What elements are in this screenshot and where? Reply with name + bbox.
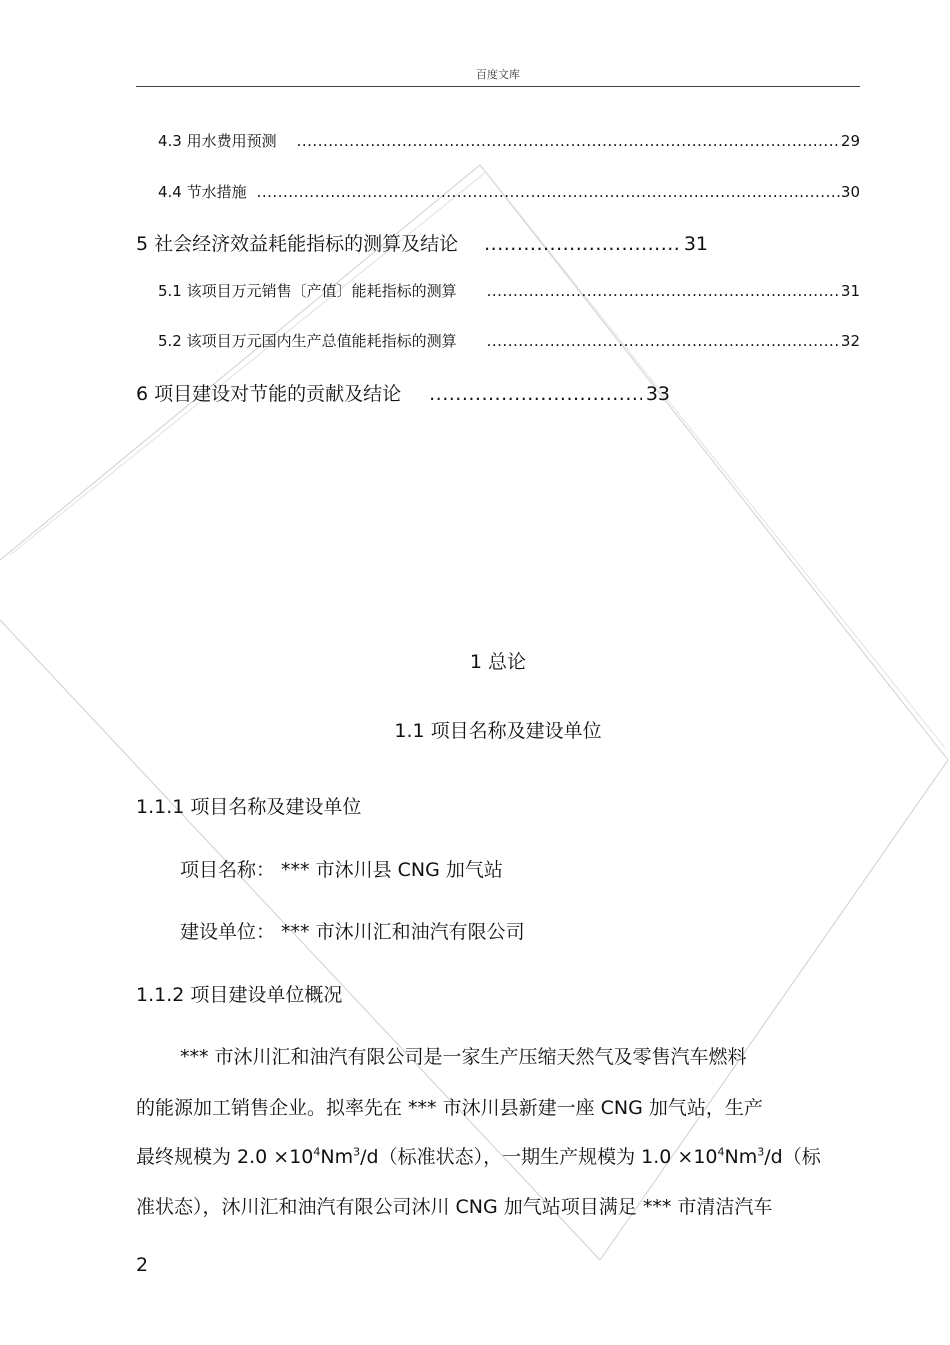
toc-page-number: 31 xyxy=(840,282,860,300)
toc-entry-5[interactable] xyxy=(136,229,708,256)
scale-text-a: 最终规模为 2.0 ×10 xyxy=(136,1146,314,1168)
unit-nm: Nm xyxy=(724,1146,758,1168)
toc-leader xyxy=(297,132,841,150)
toc-entry-5-2[interactable] xyxy=(158,330,860,351)
toc-page-number: 32 xyxy=(840,332,860,350)
page-number: 2 xyxy=(136,1254,149,1276)
paragraph-line-3 xyxy=(136,1142,860,1169)
page-header: 百度文库 xyxy=(476,68,520,81)
builder-line: 建设单位： *** 市沐川汇和油汽有限公司 xyxy=(180,921,525,943)
exponent-3: 3 xyxy=(353,1145,361,1159)
toc-entry-label: 4.3 用水费用预测 xyxy=(158,132,277,150)
scale-text-c: /d（标准状态），一期生产规模为 1.0 ×10 xyxy=(360,1146,718,1168)
toc-page-number: 33 xyxy=(645,383,670,405)
toc-page-number: 29 xyxy=(840,132,860,150)
toc-entry-4-3[interactable] xyxy=(158,130,860,151)
paragraph-line-1: *** 市沐川汇和油汽有限公司是一家生产压缩天然气及零售汽车燃料 xyxy=(180,1046,747,1068)
toc-entry-label: 5.1 该项目万元销售〔产值〕能耗指标的测算 xyxy=(158,282,457,300)
toc-leader xyxy=(487,282,841,300)
paragraph-line-4: 准状态），沐川汇和油汽有限公司沐川 CNG 加气站项目满足 *** 市清洁汽车 xyxy=(136,1196,773,1218)
toc-leader xyxy=(487,332,841,350)
chapter-title: 1 总论 xyxy=(469,651,527,673)
paragraph-line-2: 的能源加工销售企业。拟率先在 *** 市沐川县新建一座 CNG 加气站，生产 xyxy=(136,1097,763,1119)
section-1-1-1-title: 1.1.1 项目名称及建设单位 xyxy=(136,796,362,818)
toc-entry-label: 4.4 节水措施 xyxy=(158,183,247,201)
subsection-title: 1.1 项目名称及建设单位 xyxy=(394,720,602,742)
unit-nm: Nm xyxy=(320,1146,354,1168)
toc-page-number: 30 xyxy=(840,183,860,201)
toc-entry-label: 5.2 该项目万元国内生产总值能耗指标的测算 xyxy=(158,332,457,350)
header-rule xyxy=(136,86,860,87)
toc-entry-6[interactable] xyxy=(136,379,670,406)
toc-page-number: 31 xyxy=(683,233,708,255)
toc-entry-label: 5 社会经济效益耗能指标的测算及结论 xyxy=(136,233,459,255)
toc-leader xyxy=(484,233,680,255)
scale-text-e: /d（标 xyxy=(764,1146,821,1168)
toc-entry-label: 6 项目建设对节能的贡献及结论 xyxy=(136,383,402,405)
exponent-3: 3 xyxy=(757,1145,765,1159)
project-name-line: 项目名称： *** 市沐川县 CNG 加气站 xyxy=(180,859,503,881)
exponent-4: 4 xyxy=(313,1145,321,1159)
toc-entry-4-4[interactable] xyxy=(158,181,860,202)
toc-leader xyxy=(257,183,841,201)
toc-leader xyxy=(429,383,642,405)
section-1-1-2-title: 1.1.2 项目建设单位概况 xyxy=(136,984,343,1006)
exponent-4: 4 xyxy=(717,1145,725,1159)
toc-entry-5-1[interactable] xyxy=(158,280,860,301)
